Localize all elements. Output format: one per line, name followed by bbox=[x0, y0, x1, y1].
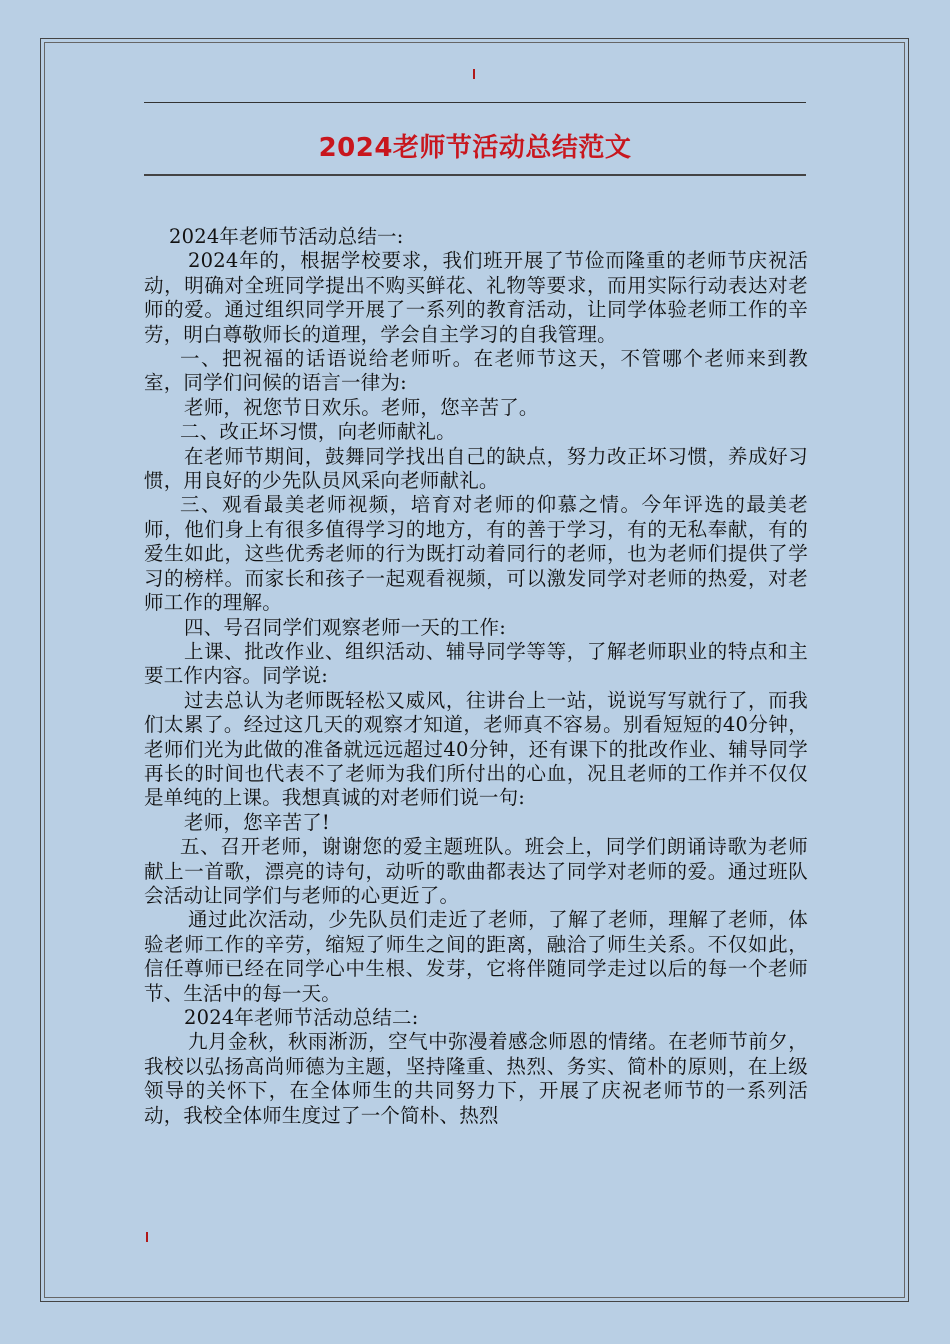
footer-mark bbox=[146, 1232, 148, 1242]
paragraph: 过去总认为老师既轻松又威风，往讲台上一站，说说写写就行了，而我们太累了。经过这几天的观察才知道，老师真不容易。别看短短的40分钟，老师们光为此做的准备就远远超过40分钟，还有课下的批改作业、辅导同学 再长的时间也代表不了老师为我们所付出的心血，况且老师的工作并不仅仅是单纯的上课。我想真诚的对老师们说一句: bbox=[144, 688, 808, 810]
header-mark bbox=[473, 69, 475, 79]
paragraph: 2024年的，根据学校要求，我们班开展了节俭而隆重的老师节庆祝活动，明确对全班同学提出不购买鲜花、礼物等要求，而用实际行动表达对老师的爱。通过组织同学开展了一系列的教育活动，让同学体验老师工作的辛劳，明白尊敬师长的道理，学会自主学习的自我管理。 bbox=[144, 249, 808, 346]
section-heading-1: 2024年老师节活动总结一: bbox=[169, 225, 404, 248]
document-title: 2024老师节活动总结范文 bbox=[318, 133, 632, 163]
document-body bbox=[144, 225, 808, 1128]
paragraph: 通过此次活动，少先队员们走近了老师，了解了老师，理解了老师，体验老师工作的辛劳，缩短了师生之间的距离，融洽了师生关系。不仅如此，信任尊师已经在同学心中生根、发芽，它将伴随同学走过以后的每一个老师节、生活中的每一天。 bbox=[144, 908, 808, 1005]
paragraph: 在老师节期间，鼓舞同学找出自己的缺点，努力改正坏习惯，养成好习惯，用良好的少先队员风采向老师献礼。 bbox=[144, 444, 808, 493]
paragraph: 五、召开老师，谢谢您的爱主题班队。班会上，同学们朗诵诗歌为老师献上一首歌，漂亮的诗句，动听的歌曲都表达了同学对老师的爱。通过班队会活动让同学们与老师的心更近了。 bbox=[144, 835, 808, 907]
paragraph: 四、号召同学们观察老师一天的工作: bbox=[184, 615, 506, 639]
paragraph: 三、观看最美老师视频，培育对老师的仰慕之情。今年评选的最美老师，他们身上有很多值得学习的地方，有的善于学习，有的无私奉献，有的爱生如此，这些优秀老师的行为既打动着同行的老师，也为老师们提供了学习的榜样。而家长和孩子一起观看视频，可以激发同学对老师的热爱，对老师工作的理解。 bbox=[144, 493, 808, 615]
paragraph: 一、把祝福的话语说给老师听。在老师节这天，不管哪个老师来到教室，同学们问候的语言一律为: bbox=[144, 347, 808, 395]
section-heading-2: 2024年老师节活动总结二: bbox=[184, 1006, 419, 1029]
paragraph: 老师，您辛苦了! bbox=[184, 810, 330, 834]
paragraph: 二、改正坏习惯，向老师献礼。 bbox=[180, 420, 456, 444]
paragraph: 上课、批改作业、组织活动、辅导同学等等，了解老师职业的特点和主要工作内容。同学说: bbox=[144, 639, 808, 688]
paragraph: 九月金秋，秋雨淅沥，空气中弥漫着感念师恩的情绪。在老师节前夕，我校以弘扬高尚师德为主题，坚持隆重、热烈、务实、简朴的原则，在上级领导的关怀下，在全体师生的共同努力下，开展了庆祝老师节的一系列活动，我校全体师生度过了一个简朴、热烈 bbox=[144, 1030, 808, 1127]
paragraph: 老师，祝您节日欢乐。老师，您辛苦了。 bbox=[184, 395, 539, 419]
header-rule bbox=[144, 102, 806, 103]
title-rule bbox=[144, 174, 806, 176]
